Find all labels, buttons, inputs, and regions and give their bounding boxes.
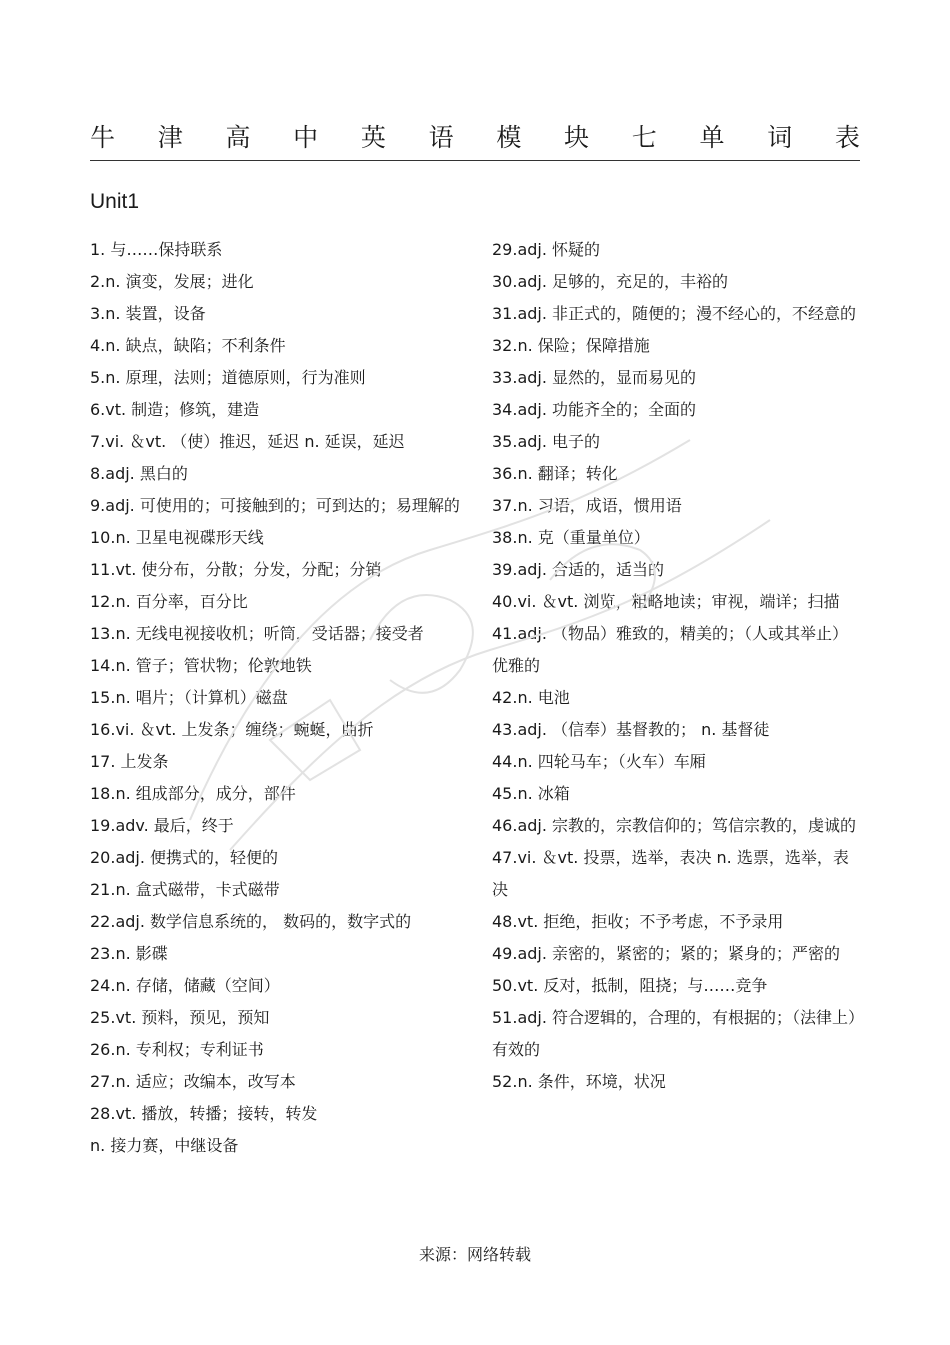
title-char: 单 bbox=[699, 123, 725, 152]
vocab-entry: 14.n. 管子；管状物；伦敦地铁 bbox=[90, 656, 312, 675]
vocab-entry: 32.n. 保险；保障措施 bbox=[492, 336, 650, 355]
title-char: 块 bbox=[564, 123, 590, 152]
vocab-entry: 20.adj. 便携式的，轻便的 bbox=[90, 848, 279, 867]
vocab-entry: 25.vt. 预料，预见，预知 bbox=[90, 1008, 270, 1027]
title-char: 词 bbox=[767, 123, 793, 152]
vocab-entry: 11.vt. 使分布，分散；分发，分配；分销 bbox=[90, 560, 382, 579]
vocab-entry: 42.n. 电池 bbox=[492, 688, 570, 707]
vocab-entry: 30.adj. 足够的，充足的，丰裕的 bbox=[492, 272, 729, 291]
unit-heading: Unit1 bbox=[90, 190, 140, 213]
source-note: 来源：网络转载 bbox=[418, 1245, 531, 1264]
vocab-entry: 28.vt. 播放，转播；接转，转发 bbox=[90, 1104, 318, 1123]
vocab-entry: 35.adj. 电子的 bbox=[492, 432, 601, 451]
vocab-entry: 31.adj. 非正式的，随便的；漫不经心的，不经意的 bbox=[492, 304, 857, 323]
vocab-entry: 29.adj. 怀疑的 bbox=[492, 240, 601, 259]
vocab-entry: 44.n. 四轮马车；（火车）车厢 bbox=[492, 752, 706, 771]
title-char: 表 bbox=[834, 123, 860, 152]
vocab-entry: 6.vt. 制造；修筑，建造 bbox=[90, 400, 260, 419]
vocab-entry: 4.n. 缺点，缺陷；不利条件 bbox=[90, 336, 286, 355]
vocab-entry: 24.n. 存储，储藏（空间） bbox=[90, 976, 280, 995]
vocab-entry: 9.adj. 可使用的；可接触到的；可到达的；易理解的 bbox=[90, 496, 460, 515]
vocab-entry: 3.n. 装置，设备 bbox=[90, 304, 206, 323]
vocab-entry: 45.n. 冰箱 bbox=[492, 784, 570, 803]
title-char: 语 bbox=[428, 123, 454, 152]
vocab-entry: 37.n. 习语，成语，惯用语 bbox=[492, 496, 682, 515]
title-char: 津 bbox=[157, 123, 183, 152]
vocab-column-right bbox=[492, 234, 864, 1098]
vocab-entry: 16.vi. ＆vt. 上发条；缠绕；蜿蜒，曲折 bbox=[90, 720, 374, 739]
vocab-entry: 15.n. 唱片；（计算机）磁盘 bbox=[90, 688, 288, 707]
vocab-entry: 13.n. 无线电视接收机；听筒，受话器；接受者 bbox=[90, 624, 424, 643]
vocab-entry: 52.n. 条件，环境，状况 bbox=[492, 1072, 666, 1091]
vocab-entry: 5.n. 原理，法则；道德原则，行为准则 bbox=[90, 368, 366, 387]
vocab-entry: 38.n. 克（重量单位） bbox=[492, 528, 650, 547]
vocab-entry: 34.adj. 功能齐全的；全面的 bbox=[492, 400, 697, 419]
vocab-entry: n. 接力赛，中继设备 bbox=[90, 1136, 239, 1155]
vocab-entry: 27.n. 适应；改编本，改写本 bbox=[90, 1072, 296, 1091]
vocab-entry: 7.vi. ＆vt. （使）推迟，延迟 n. 延误，延迟 bbox=[90, 432, 405, 451]
vocab-entry: 51.adj. 符合逻辑的，合理的，有根据的；（法律上）有效的 bbox=[492, 1008, 857, 1059]
vocab-entry: 22.adj. 数学信息系统的， 数码的，数字式的 bbox=[90, 912, 412, 931]
vocab-entry: 40.vi. ＆vt. 浏览，粗略地读；审视，端详；扫描 bbox=[492, 592, 840, 611]
title-char: 英 bbox=[360, 123, 386, 152]
vocab-entry: 50.vt. 反对，抵制，阻挠；与……竞争 bbox=[492, 976, 768, 995]
vocab-entry: 33.adj. 显然的，显而易见的 bbox=[492, 368, 697, 387]
vocab-entry: 43.adj. （信奉）基督教的； n. 基督徒 bbox=[492, 720, 770, 739]
vocab-entry: 23.n. 影碟 bbox=[90, 944, 168, 963]
vocab-entry: 1. 与……保持联系 bbox=[90, 240, 223, 259]
vocab-entry: 2.n. 演变，发展；进化 bbox=[90, 272, 254, 291]
vocab-entry: 19.adv. 最后，终于 bbox=[90, 816, 234, 835]
title-char: 模 bbox=[496, 123, 522, 152]
vocab-entry: 41.adj. （物品）雅致的，精美的；（人或其举止）优雅的 bbox=[492, 624, 849, 675]
vocab-entry: 8.adj. 黑白的 bbox=[90, 464, 188, 483]
vocab-entry: 48.vt. 拒绝，拒收；不予考虑，不予录用 bbox=[492, 912, 784, 931]
title-char: 中 bbox=[293, 123, 319, 152]
vocab-entry: 26.n. 专利权；专利证书 bbox=[90, 1040, 264, 1059]
title-char: 高 bbox=[225, 123, 251, 152]
vocab-entry: 17. 上发条 bbox=[90, 752, 169, 771]
vocab-entry: 39.adj. 合适的，适当的 bbox=[492, 560, 665, 579]
vocab-column-left bbox=[90, 234, 462, 1162]
title-char: 牛 bbox=[90, 123, 116, 152]
vocab-entry: 12.n. 百分率，百分比 bbox=[90, 592, 248, 611]
vocab-entry: 47.vi. ＆vt. 投票，选举，表决 n. 选票，选举，表决 bbox=[492, 848, 849, 899]
vocab-entry: 10.n. 卫星电视碟形天线 bbox=[90, 528, 264, 547]
title-char: 七 bbox=[631, 123, 657, 152]
vocab-entry: 49.adj. 亲密的，紧密的；紧的；紧身的；严密的 bbox=[492, 944, 841, 963]
vocab-entry: 21.n. 盒式磁带，卡式磁带 bbox=[90, 880, 280, 899]
vocab-entry: 36.n. 翻译；转化 bbox=[492, 464, 618, 483]
vocab-entry: 46.adj. 宗教的，宗教信仰的；笃信宗教的，虔诚的 bbox=[492, 816, 857, 835]
vocab-entry: 18.n. 组成部分，成分，部件 bbox=[90, 784, 296, 803]
title-divider bbox=[90, 160, 860, 161]
page-title bbox=[90, 116, 860, 156]
